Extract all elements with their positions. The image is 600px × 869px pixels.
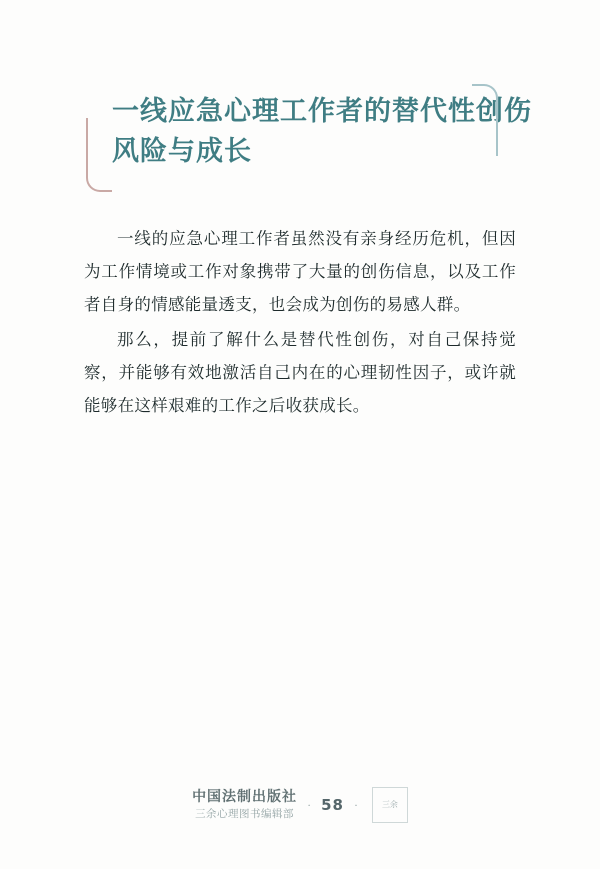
page-title-line-2: 风险与成长 [112,136,252,167]
publisher-logo-icon [372,787,408,823]
title-decorative-frame [86,84,532,182]
publisher-block [192,789,297,821]
footer-dot-left: · [307,798,312,812]
page-title-line-1: 一线应急心理工作者的替代性创伤 [112,96,532,127]
page-title [112,92,532,172]
publisher-department: 三余心理图书编辑部 [195,807,295,820]
footer-dot-right: · [353,798,358,812]
paragraph-1: 一线的应急心理工作者虽然没有亲身经历危机，但因为工作情境或工作对象携带了大量的创伤信息，以及工作者自身的情感能量透支，也会成为创伤的易感人群。 [84,229,516,314]
publisher-name: 中国法制出版社 [192,789,298,806]
bracket-bottom-left-icon [86,118,112,192]
paragraph-2: 那么，提前了解什么是替代性创伤，对自己保持觉察，并能够有效地激活自己内在的心理韧性因子，或许就能够在这样艰难的工作之后收获成长。 [84,330,516,415]
page-number: 58 [321,796,344,814]
page-footer [0,787,600,823]
publisher-logo-text: 三余 [381,799,398,809]
title-block [86,84,532,182]
body-text [84,222,516,424]
